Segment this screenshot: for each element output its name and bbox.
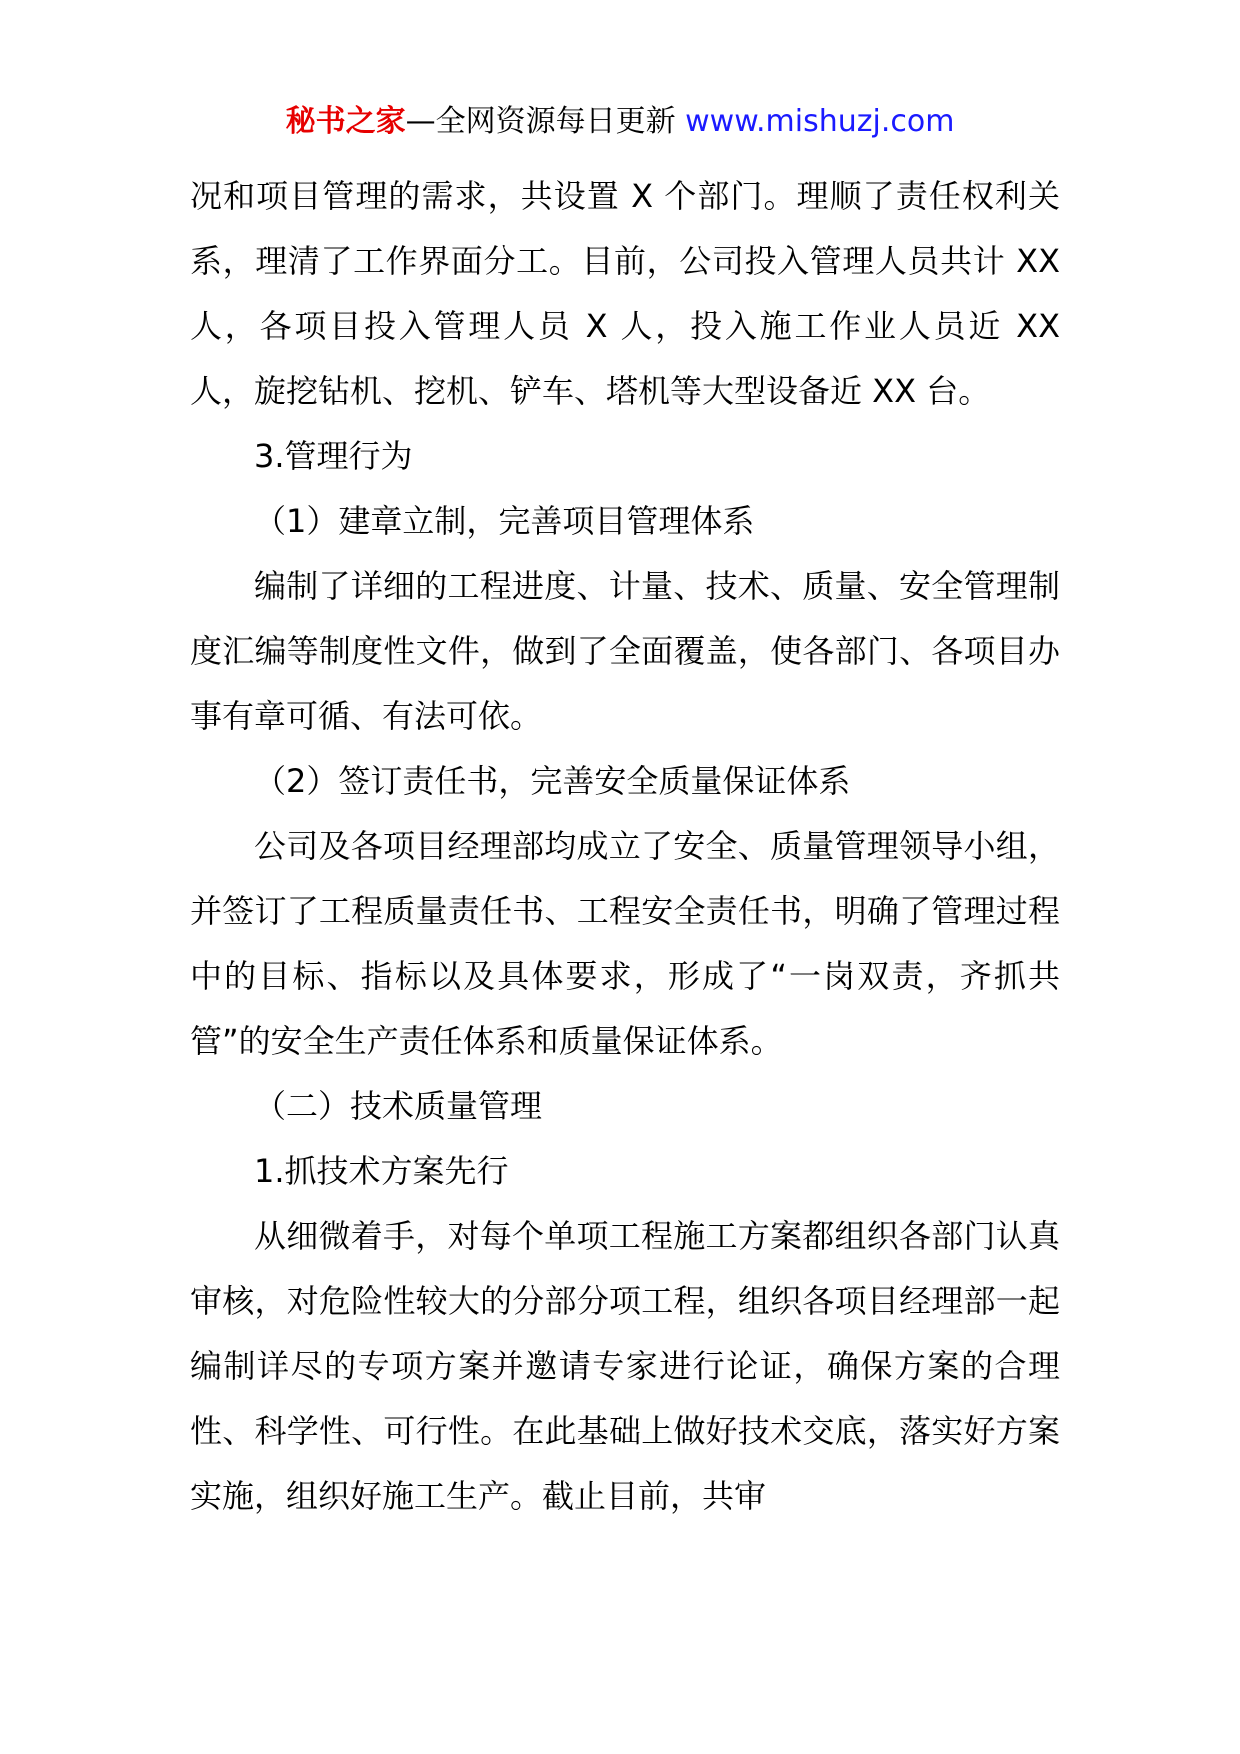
subheading-rules-system: （1）建章立制，完善项目管理体系 bbox=[254, 502, 755, 540]
site-url-link[interactable]: www.mishuzj.com bbox=[685, 104, 955, 139]
paragraph-continuation: 况和项目管理的需求，共设置 X 个部门。理顺了责任权利关系，理清了工作界面分工。目前，公司投入管理人员共计 XX 人，各项目投入管理人员 X 人，投入施工作业人员近 XX 人，旋挖钻机、挖机、铲车、塔机等大型设备近 XX 台。 bbox=[190, 177, 1060, 410]
paragraph-technical-plan: 从细微着手，对每个单项工程施工方案都组织各部门认真审核，对危险性较大的分部分项工程，组织各项目经理部一起编制详尽的专项方案并邀请专家进行论证，确保方案的合理性、科学性、可行性。在此基础上做好技术交底，落实好方案实施，组织好施工生产。截止目前，共审 bbox=[190, 1217, 1060, 1515]
section-heading-technical-quality: （二）技术质量管理 bbox=[254, 1087, 543, 1125]
page-header bbox=[0, 100, 1240, 144]
paragraph-rules-system: 编制了详细的工程进度、计量、技术、质量、安全管理制度汇编等制度性文件，做到了全面覆盖，使各部门、各项目办事有章可循、有法可依。 bbox=[190, 567, 1060, 735]
brand-name: 秘书之家 bbox=[285, 104, 406, 139]
subheading-responsibility: （2）签订责任书，完善安全质量保证体系 bbox=[254, 762, 851, 800]
section-heading-management-behavior: 3.管理行为 bbox=[254, 437, 413, 475]
header-tagline: —全网资源每日更新 bbox=[405, 104, 686, 139]
document-body bbox=[190, 164, 1060, 1529]
subheading-technical-plan: 1.抓技术方案先行 bbox=[254, 1152, 509, 1190]
paragraph-responsibility: 公司及各项目经理部均成立了安全、质量管理领导小组，并签订了工程质量责任书、工程安全责任书，明确了管理过程中的目标、指标以及具体要求，形成了“一岗双责，齐抓共管”的安全生产责任体系和质量保证体系。 bbox=[190, 827, 1060, 1060]
